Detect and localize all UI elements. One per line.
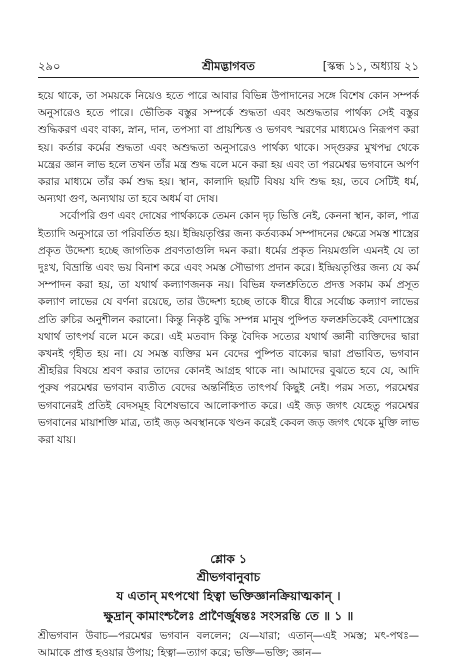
verse-block: [38, 550, 419, 626]
header-rule: [38, 77, 419, 78]
page-number: ২৯০: [38, 59, 61, 73]
verse-speaker: শ্রীভগবানুবাচ: [196, 570, 261, 584]
verse-line-1: য এতান্ মৎপথো হিত্বা ভক্তিজ্ঞানক্রিয়াত্মকান্ ।: [116, 589, 341, 603]
verse-line-2: ক্ষুদ্রান্ কামাংশ্চলৈঃ প্রাণৈর্জুষন্তঃ সংসরন্তি তে ॥ ১ ॥: [103, 609, 354, 623]
paragraph-1: হয়ে থাকে, তা সময়কে নিয়েও হতে পারে আবার বিভিন্ন উপাদানের সঙ্গে বিশেষ কোন সম্পর্ক অনুসারেও হতে পারে। ভৌতিক বস্তুর সম্পর্কে শুদ্ধতা এবং অশুদ্ধতার পার্থক্য সেই বস্তুর শুদ্ধিকরণ এবং বাক্য, স্নান, দান, তপস্যা বা প্রায়শ্চিত্ত ও ভগবৎ স্মরণের মাধ্যমেও নিরূপণ করা হয়। কর্তার কর্মের শুদ্ধতা এবং অশুদ্ধতা অনুসারেও পার্থক্য থাকে। সদ্‌গুরুর মুখপদ্ম থেকে মন্ত্রের জ্ঞান লাভ হলে তখন তাঁর মন্ত্র শুদ্ধ বলে মনে করা হয় এবং তা পরমেশ্বর ভগবানে অর্পণ করার মাধ্যমে তাঁর কর্ম শুদ্ধ হয়। স্থান, কালাদি ছয়টি বিষয় যদি শুদ্ধ হয়, তবে সেটিই ধর্ম, অন্যথা গুণ, অন্যথায় তা হবে অধর্ম বা দোষ।: [38, 90, 419, 206]
commentary-text: [38, 88, 419, 449]
paragraph-2: সর্বোপরি গুণ এবং দোষের পার্থক্যকে তেমন কোন দৃঢ় ভিত্তি নেই, কেননা স্থান, কাল, পাত্র ইত্যাদি অনুসারে তা পরিবর্তিত হয়। ইন্দ্রিয়তৃপ্তির জন্য কর্তব্যকর্ম সম্পাদনের ক্ষেত্রে সমস্ত শাস্ত্রের প্রকৃত উদ্দেশ্য হচ্ছে জাগতিক প্রবণতাগুলি দমন করা। ধর্মের প্রকৃত নিয়মগুলি এমনই যে তা দুঃখ, বিভ্রান্তি এবং ভয় বিনাশ করে এবং সমস্ত সৌভাগ্য প্রদান করে। ইন্দ্রিয়তৃপ্তির জন্য যে কর্ম সম্পাদন করা হয়, তা যথার্থ কল্যাণজনক নয়। বিভিন্ন ফলশ্রুতিতে প্রদত্ত সকাম কর্ম প্রসূত কল্যাণ লাভের যে বর্ণনা রয়েছে, তার উদ্দেশ্য হচ্ছে তাকে ধীরে ধীরে সর্বোচ্চ কল্যাণ লাভের প্রতি রুচির অনুশীলন করানো। কিন্তু নিকৃষ্ট বুদ্ধি সম্পন্ন মানুষ পুষ্পিত ফলশ্রুতিকেই বেদশাস্ত্রের যথার্থ তাৎপর্য বলে মনে করে। এই মতবাদ কিন্তু বৈদিক সত্যের যথার্থ জ্ঞানী ব্যক্তিদের দ্বারা কখনই গৃহীত হয় না। যে সমস্ত ব্যক্তির মন বেদের পুষ্পিত বাক্যের দ্বারা প্রভাবিত, ভগবান শ্রীহরির বিষয়ে শ্রবণ করার তাদের কোনই আগ্রহ থাকে না। আমাদের বুঝতে হবে যে, আদি পুরুষ পরমেশ্বর ভগবান ব্যতীত বেদের অন্তর্নিহিত তাৎপর্য কিছুই নেই। পরম সত্য, পরমেশ্বর ভগবানেরই প্রতিই বেদসমূহ বিশেষভাবে আলোকপাত করে। এই জড় জগৎ যেহেতু পরমেশ্বর ভগবানের মায়াশক্তি মাত্র, তাই জড় অবস্থানকে খণ্ডন করেই কেবল জড় জগৎ থেকে মুক্তি লাভ করা যায়।: [38, 210, 419, 447]
sloka-label: শ্লোক ১: [210, 552, 247, 566]
book-title: শ্রীমদ্ভাগবত: [202, 59, 255, 73]
word-gloss: শ্রীভগবান উবাচ—পরমেশ্বর ভগবান বললেন; যে—যারা; এতান্—এই সমস্ত; মৎ-পথঃ—আমাকে প্রাপ্ত হওয়ার উপায়; হিত্বা—ত্যাগ করে; ভক্তি—ভক্তি; জ্ঞান—: [38, 630, 419, 660]
section-reference: [স্কন্ধ ১১, অধ্যায় ২১: [322, 59, 419, 73]
page-header: [38, 58, 419, 76]
